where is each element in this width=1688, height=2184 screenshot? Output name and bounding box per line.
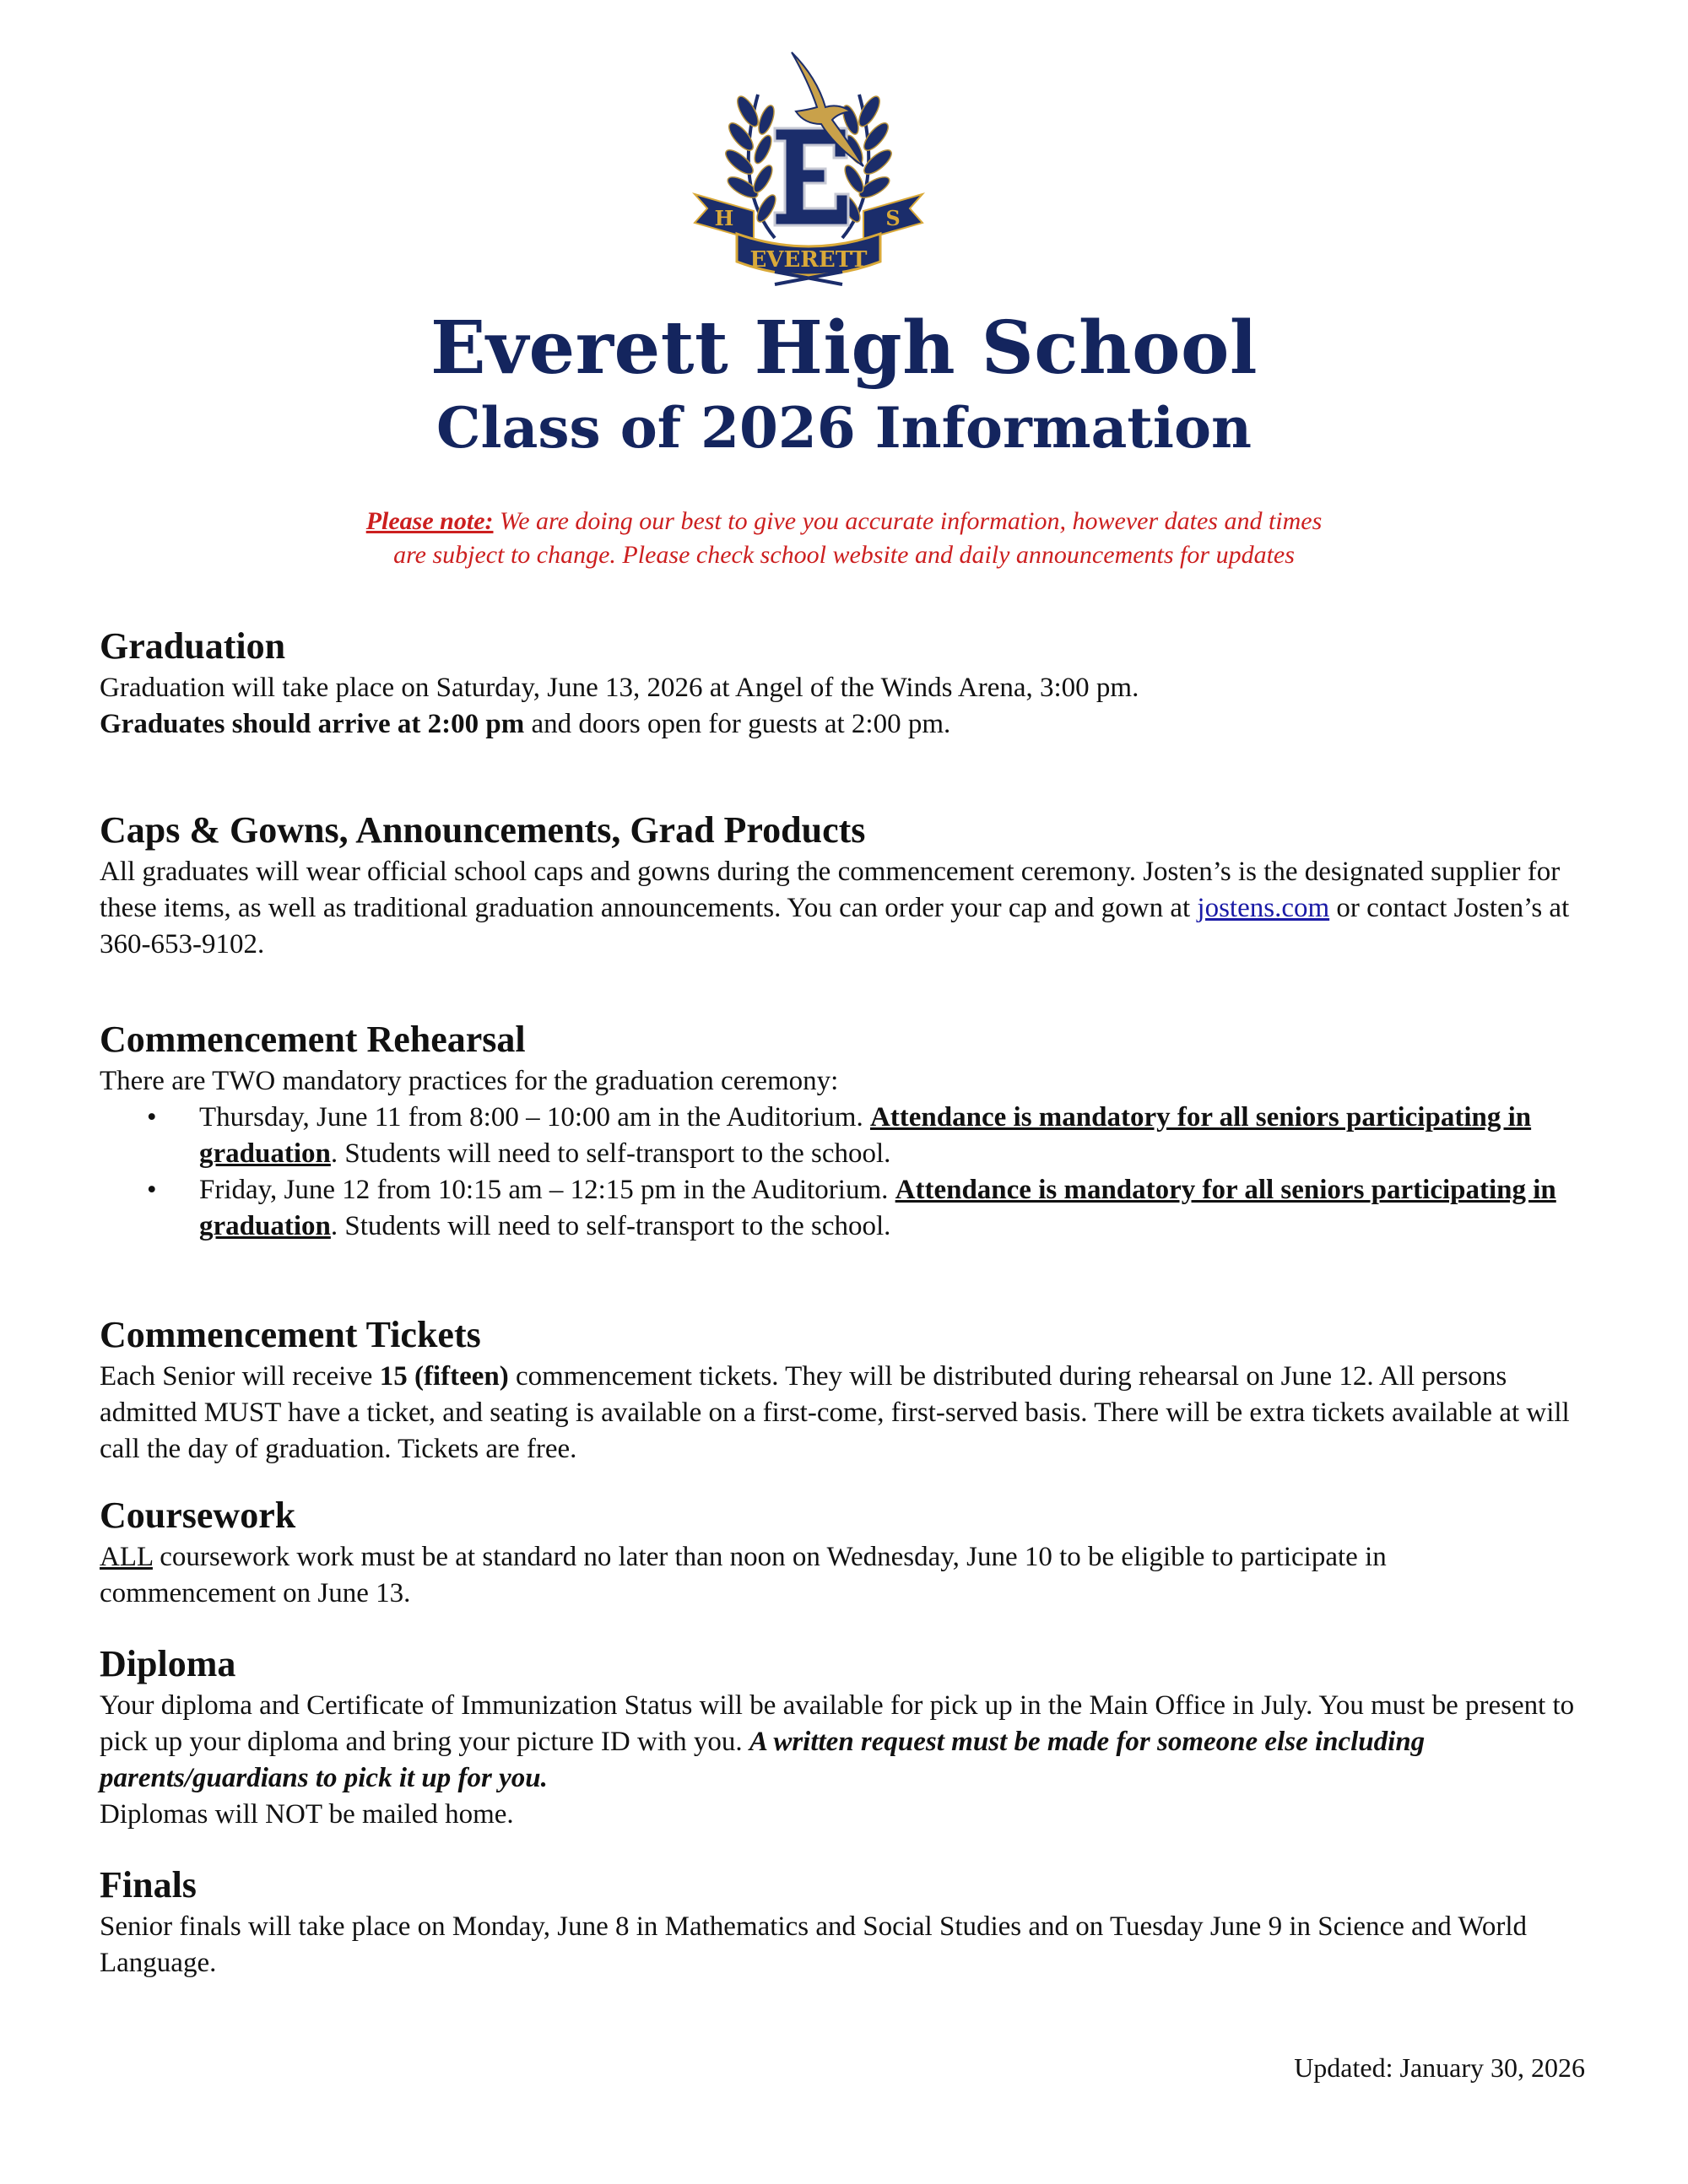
tickets-text: [100, 1359, 1598, 1468]
coursework-requirement: coursework work must be at standard no later than noon on Wednesday, June 10 to be eligible to participate in commencement on June 13.: [100, 1542, 1387, 1608]
tickets-text-start: Each Senior will receive: [100, 1361, 380, 1392]
section-heading: Caps & Gowns, Announcements, Grad Products: [100, 809, 866, 851]
note-line-1: We are doing our best to give you accurate information, however dates and times: [493, 507, 1323, 535]
tickets-text-end: commencement tickets. They will be distributed during rehearsal on June 12. All persons admitted MUST have a ticket, and seating is available on a first-come, first-served basis. There will be extra tickets available at will call the day of graduation. Tickets are free.: [100, 1361, 1570, 1464]
coursework-text: [100, 1539, 1568, 1612]
bullet-icon: •: [147, 1175, 157, 1205]
section-tickets: [100, 1311, 1602, 1468]
svg-text:S: S: [885, 206, 901, 230]
arrival-time-emphasis: Graduates should arrive at 2:00 pm: [100, 709, 525, 739]
page-subtitle: Class of 2026 Information: [436, 395, 1252, 461]
section-heading: Finals: [100, 1864, 197, 1906]
list-item: [147, 1100, 1583, 1172]
section-heading: Graduation: [100, 625, 286, 667]
graduation-arrival: [100, 706, 1602, 743]
section-heading: Diploma: [100, 1643, 236, 1684]
jostens-link[interactable]: jostens.com: [1197, 893, 1330, 923]
section-diploma: [100, 1641, 1602, 1833]
ticket-count: 15 (fifteen): [379, 1361, 509, 1392]
rehearsal-time: Thursday, June 11 from 8:00 – 10:00 am in the Auditorium.: [199, 1102, 870, 1133]
finals-text: Senior finals will take place on Monday, June 8 in Mathematics and Social Studies and on Tuesday June 9 in Science and World Language.: [100, 1911, 1528, 1978]
bullet-icon: •: [147, 1102, 157, 1133]
svg-text:H: H: [714, 206, 734, 230]
diploma-pickup-info: Your diploma and Certificate of Immunization Status will be available for pick up in the Main Office in July. You must be present to pick up your diploma and bring your picture ID with you.: [100, 1690, 1575, 1757]
section-heading: Commencement Rehearsal: [100, 1019, 526, 1060]
disclaimer-note: [0, 505, 1688, 572]
section-graduation: [100, 623, 1602, 743]
doors-open-text: and doors open for guests at 2:00 pm.: [524, 709, 951, 739]
mandatory-emphasis: Attendance is mandatory for all seniors participating in graduation: [199, 1175, 1556, 1241]
updated-date: Updated: January 30, 2026: [1294, 2052, 1585, 2083]
school-title: Everett High School: [430, 305, 1258, 391]
section-rehearsal: [100, 1016, 1602, 1245]
section-finals: [100, 1862, 1602, 1981]
transport-note: . Students will need to self-transport to the school.: [330, 1211, 891, 1241]
rehearsal-time: Friday, June 12 from 10:15 am – 12:15 pm in the Auditorium.: [199, 1175, 895, 1205]
school-crest-logo: [682, 44, 935, 294]
graduation-details: Graduation will take place on Saturday, June 13, 2026 at Angel of the Winds Arena, 3:00 pm.: [100, 673, 1139, 703]
written-request-emphasis: A written request must be made for someone else including parents/guardians to pick it up for you.: [100, 1727, 1426, 1793]
all-emphasis: ALL: [100, 1542, 153, 1572]
svg-text:EVERETT: EVERETT: [749, 247, 868, 273]
caps-gowns-text: [100, 854, 1585, 963]
list-item: [147, 1172, 1617, 1245]
transport-note: . Students will need to self-transport to the school.: [330, 1138, 891, 1169]
section-coursework: [100, 1492, 1602, 1612]
caps-text-start: All graduates will wear official school caps and gowns during the commencement ceremony. Josten’s is the designated supplier for these items, as well as traditional graduation announcements. You can order your cap and gown at: [100, 857, 1561, 923]
note-line-2: are subject to change. Please check school website and daily announcements for updates: [393, 541, 1295, 569]
section-caps-gowns: [100, 807, 1602, 963]
rehearsal-intro: There are TWO mandatory practices for the graduation ceremony:: [100, 1066, 839, 1096]
note-label: Please note:: [365, 507, 494, 535]
section-heading: Coursework: [100, 1495, 296, 1536]
caps-text-end: or contact Josten’s at 360-653-9102.: [100, 893, 1570, 960]
diploma-not-mailed: Diplomas will NOT be mailed home.: [100, 1799, 514, 1830]
mandatory-emphasis: Attendance is mandatory for all seniors participating in graduation: [199, 1102, 1532, 1169]
diploma-text: [100, 1688, 1585, 1797]
section-heading: Commencement Tickets: [100, 1314, 481, 1355]
rehearsal-list: [100, 1100, 1602, 1245]
